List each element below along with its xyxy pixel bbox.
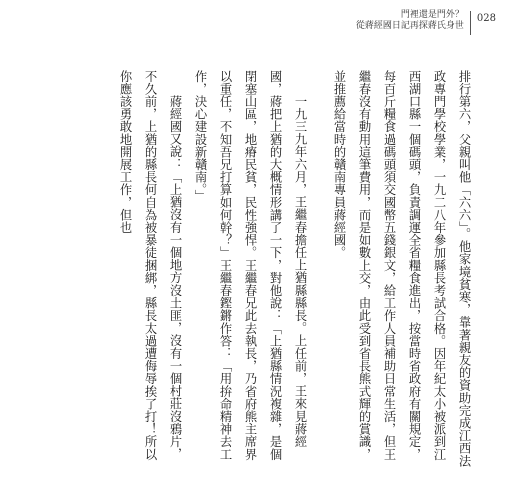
running-head <box>356 10 496 35</box>
paragraph: 蔣經國又說：「上猶沒有一個地方沒土匪，沒有一個村莊沒鴉片，不久前，上猶的縣長何自為被暴徒捆綁，縣長太過遭侮辱挨了打！所以你應該勇敢地開展工作，但也 <box>118 70 182 461</box>
header-divider <box>470 11 471 35</box>
paragraph: 排行第六，父親叫他「六六」。他家境貧寒，靠著親友的資助完成江西法政專門學校學業，一九二八年參加縣長考試合格。因年紀太小被派到江西湖口縣一個碼頭，負責調運全省糧食進出，按當時省政府有關規定，每百斤糧食過碼頭須交國幣五錢銀文，給工作人員補助日常生活，但王繼春沒有動用這筆費用，而是如數上交，由此受到省長熊式輝的賞識，並推薦給當時的贛南專員蔣經國。 <box>332 70 471 468</box>
paragraph: 一九三九年六月，王繼春擔任上猶縣縣長。上任前，王來見蔣經國，蔣把上猶的大概情形講了一下，對他說：「上猶縣情況複雜，是個閉塞山區，地瘠民貧，民性強悍。王繼春兄此去執長，乃省府熊主席界以重任，不知吾兄打算如何幹？」王繼春鏗鏘作答：「用拚命精神去工作，決心建設新贛南。」 <box>193 70 307 461</box>
chapter-title: 門裡還是門外？ <box>400 10 464 20</box>
running-head-text <box>356 10 464 32</box>
body-text <box>96 70 476 472</box>
chapter-subtitle: 從蔣經國日記再探蔣氏身世 <box>355 21 464 31</box>
page-number: 028 <box>476 13 496 24</box>
